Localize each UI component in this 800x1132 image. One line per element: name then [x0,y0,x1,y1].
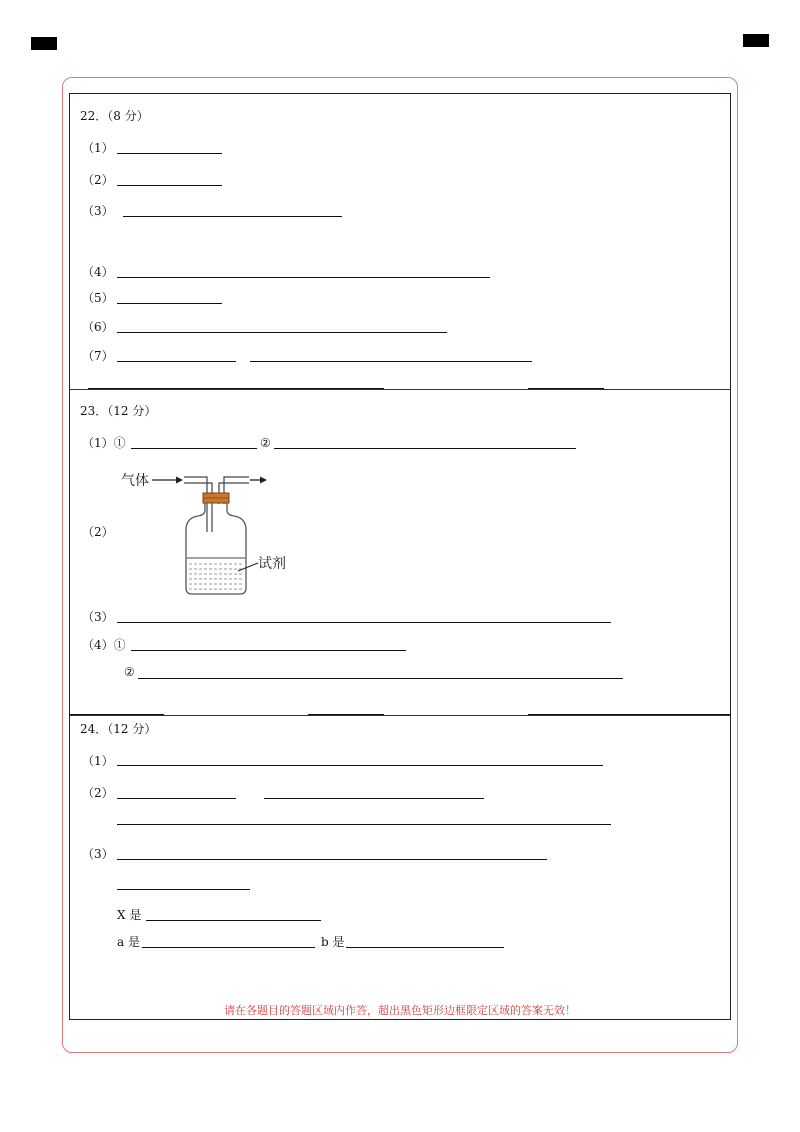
a-label: a 是 [117,935,140,949]
section-divider-2 [70,715,730,716]
q22-item-7-blank-b[interactable] [250,361,532,362]
q22-item-1-blank[interactable] [117,153,222,154]
q23-item-4-label-b: ② [124,665,135,679]
q22-item-1-label: （1） [82,141,114,155]
q22-item-4-label: （4） [82,265,114,279]
q22-item-6-blank[interactable] [117,332,447,333]
q23-item-1-label-b: ② [260,436,271,450]
registration-mark-left [31,37,57,50]
q22-item-4-blank[interactable] [117,277,490,278]
q22-item-3-blank[interactable] [123,216,342,217]
divider-2-segment-b [308,714,384,715]
gas-washing-bottle-figure [110,464,290,604]
answer-area-notice: 请在各题目的答题区域内作答，超出黑色矩形边框限定区域的答案无效！ [224,1004,576,1017]
b-label: b 是 [321,935,345,949]
q22-item-6-label: （6） [82,320,114,334]
q24-item-2-label: （2） [82,786,114,800]
q22-item-3-label: （3） [82,204,114,218]
q22-item-5-label: （5） [82,291,114,305]
q22-title: 22．（8 分） [80,109,149,123]
q24-item-3-blank-a[interactable] [117,859,547,860]
q23-item-3-blank[interactable] [117,622,611,623]
q24-item-3-label: （3） [82,847,114,861]
q22-item-2-blank[interactable] [117,185,222,186]
q22-item-7-label: （7） [82,349,114,363]
q24-item-2-blank-a[interactable] [117,798,236,799]
q22-item-2-label: （2） [82,173,114,187]
q22-item-7-blank-a[interactable] [117,361,236,362]
q24-item-3-blank-b[interactable] [117,889,250,890]
q23-title: 23．（12 分） [80,404,157,418]
q24-item-2-blank-c[interactable] [117,824,611,825]
b-blank[interactable] [346,947,504,948]
answer-region [69,93,731,1020]
section-divider-1 [70,389,730,390]
q23-item-3-label: （3） [82,610,114,624]
q23-item-2-label: （2） [82,525,114,539]
x-blank[interactable] [146,920,321,921]
q23-item-1-blank-b[interactable] [274,448,576,449]
bottle-body [186,503,246,594]
q24-item-1-label: （1） [82,754,114,768]
q22-item-5-blank[interactable] [117,303,222,304]
q23-item-1-label: （1）① [82,436,126,450]
divider-2-segment-c [528,714,730,715]
x-label: X 是 [117,908,142,922]
q23-item-1-blank-a[interactable] [131,448,257,449]
reagent-label: 试剂 [258,556,286,572]
a-blank[interactable] [142,947,315,948]
divider-1-segment-b [528,388,604,389]
q23-item-4-blank-b[interactable] [138,678,623,679]
divider-1-segment-a [88,388,384,389]
q23-item-4-label: （4）① [82,638,126,652]
q23-item-4-blank-a[interactable] [131,650,406,651]
q24-item-2-blank-b[interactable] [264,798,484,799]
gas-label: 气体 [121,473,149,489]
q24-title: 24．（12 分） [80,722,157,736]
q24-item-1-blank[interactable] [117,765,603,766]
registration-mark-right [743,34,769,47]
divider-2-segment-a [70,714,164,715]
